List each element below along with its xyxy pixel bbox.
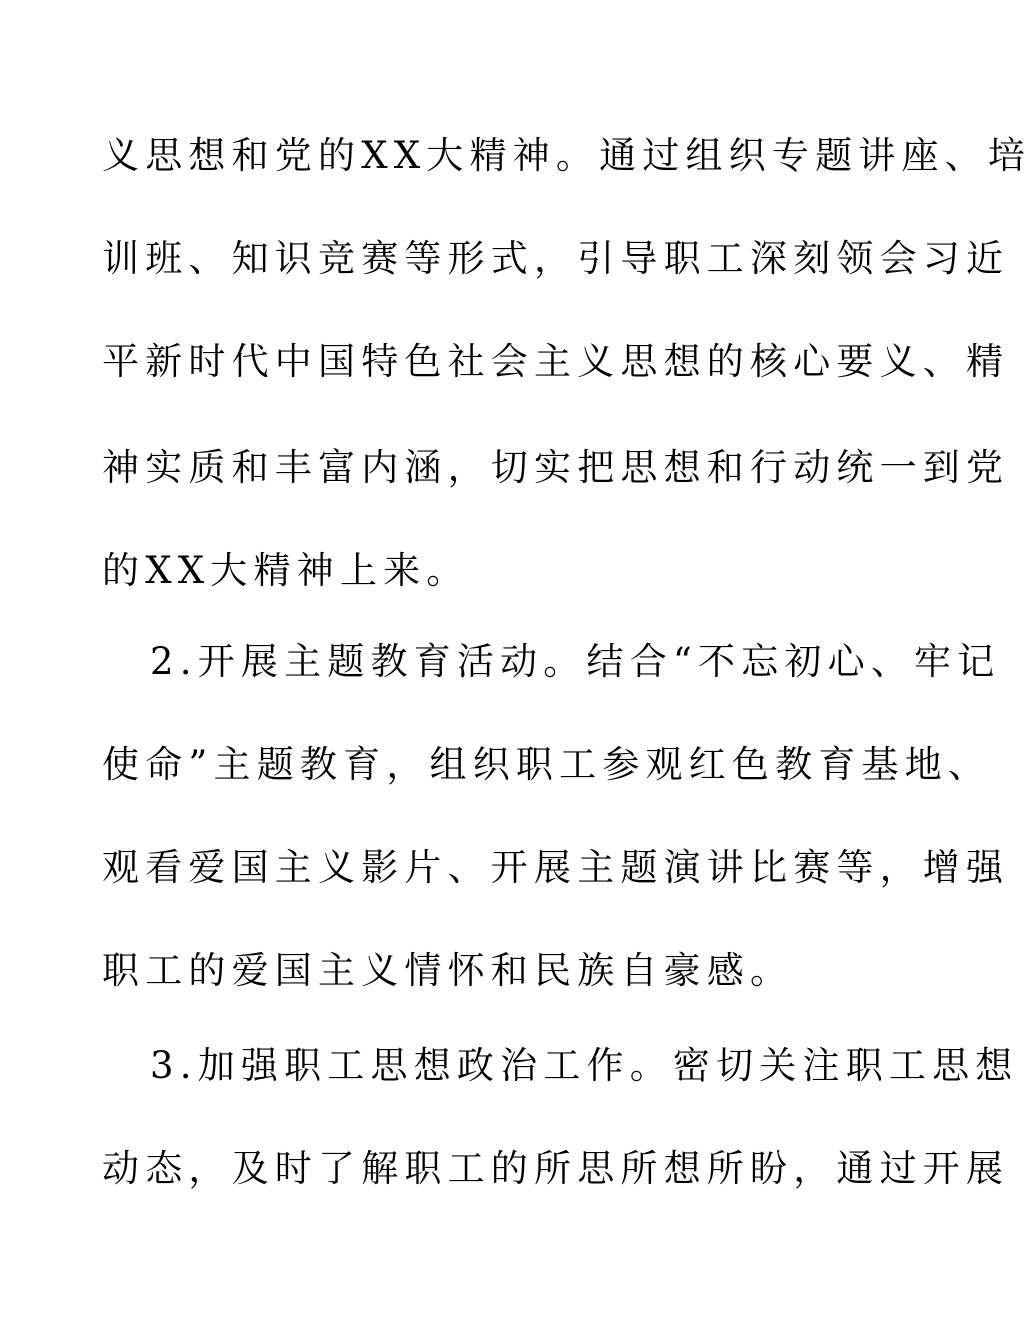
- text-line: 训班、知识竞赛等形式，引导职工深刻领会习近: [102, 237, 1010, 280]
- text-line: 神实质和丰富内涵，切实把思想和行动统一到党: [102, 446, 1010, 489]
- text-line: 动态，及时了解职工的所思所想所盼，通过开展: [102, 1147, 1010, 1190]
- text-line: 观看爱国主义影片、开展主题演讲比赛等，增强: [102, 846, 1010, 889]
- paragraph-2-first-line: 2.开展主题教育活动。结合“不忘初心、牢记: [150, 640, 1001, 683]
- text-line: 职工的爱国主义情怀和民族自豪感。: [102, 949, 794, 992]
- text-line: 平新时代中国特色社会主义思想的核心要义、精: [102, 340, 1010, 383]
- paragraph-3-first-line: 3.加强职工思想政治工作。密切关注职工思想: [150, 1044, 1019, 1087]
- text-line: 使命”主题教育，组织职工参观红色教育基地、: [102, 743, 992, 786]
- text-line: 的XX大精神上来。: [102, 549, 470, 592]
- text-line: 义思想和党的XX大精神。通过组织专题讲座、培: [102, 134, 1031, 177]
